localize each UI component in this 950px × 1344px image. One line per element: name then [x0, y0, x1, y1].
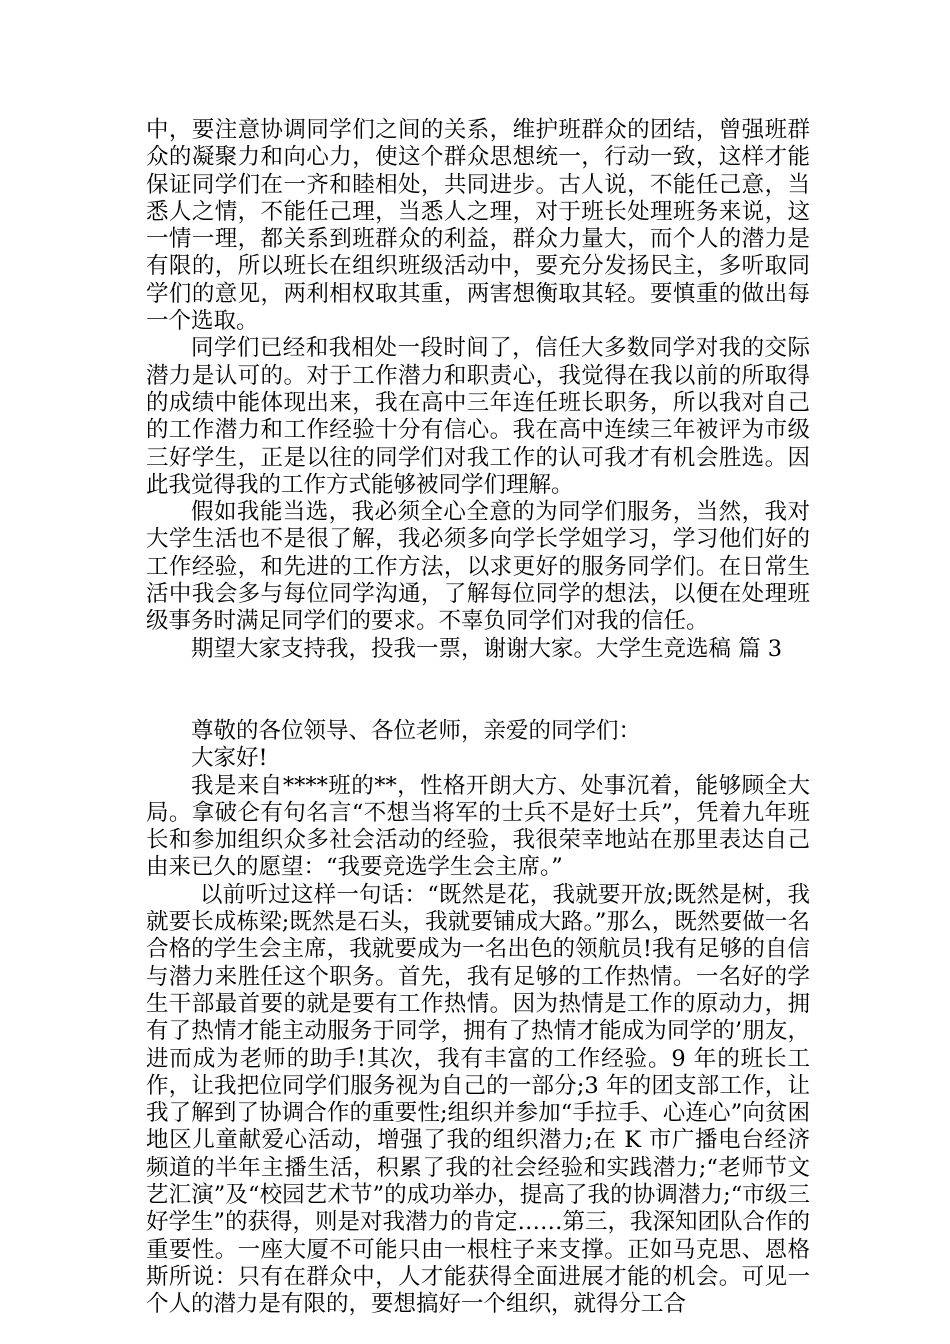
paragraph-5: 我是来自****班的**，性格开朗大方、处事沉着，能够顾全大局。拿破仑有句名言“不想当将军的士兵不是好士兵”，凭着九年班长和参加组织众多社会活动的经验，我很荣幸地站在那里表达自己由来已久的愿望：“我要竞选学生会主席。” [146, 772, 810, 881]
paragraph-2: 同学们已经和我相处一段时间了，信任大多数同学对我的交际潜力是认可的。对于工作潜力和职责心，我觉得在我以前的所取得的成绩中能体现出来，我在高中三年连任班长职务，所以我对自己的工作潜力和工作经验十分有信心。我在高中连续三年被评为市级三好学生，正是以往的同学们对我工作的认可我才有机会胜选。因此我觉得我的工作方式能够被同学们理解。 [146, 335, 810, 498]
salutation: 尊敬的各位领导、各位老师，亲爱的同学们： [191, 717, 642, 744]
document-page [146, 117, 810, 1318]
greeting: 大家好! [191, 745, 268, 772]
paragraph-6: 以前听过这样一句话：“既然是花，我就要开放;既然是树，我就要长成栋梁;既然是石头，我就要铺成大路。”那么，既然要做一名合格的学生会主席，我就要成为一名出色的领航员!我有足够的自信与潜力来胜任这个职务。首先，我有足够的工作热情。一名好的学生干部最首要的就是要有工作热情。因为热情是工作的原动力，拥有了热情才能主动服务于同学，拥有了热情才能成为同学的’朋友，进而成为老师的助手!其次，我有丰富的工作经验。9 年的班长工作，让我把位同学们服务视为自己的一部分;3 年的团支部工作，让我了解到了协调合作的重要性;组织并参加“手拉手、心连心”向贫困地区儿童献爱心活动，增强了我的组织潜力;在 K 市广播电台经济频道的半年主播生活，积累了我的社会经验和实践潜力;“老师节文艺汇演”及“校园艺术节”的成功举办，提高了我的协调潜力;“市级三好学生”的获得，则是对我潜力的肯定……第三，我深知团队合作的重要性。一座大厦不可能只由一根柱子来支撑。正如马克思、恩格斯所说：只有在群众中，人才能获得全面进展才能的机会。可见一个人的潜力是有限的，要想搞好一个组织，就得分工合 [146, 881, 811, 1318]
paragraph-1: 中，要注意协调同学们之间的关系，维护班群众的团结，曾强班群众的凝聚力和向心力，使这个群众思想统一，行动一致，这样才能保证同学们在一齐和睦相处，共同进步。古人说，不能任己意，当悉人之情，不能任己理，当悉人之理，对于班长处理班务来说，这一情一理，都关系到班群众的利益，群众力量大，而个人的潜力是有限的，所以班长在组织班级活动中，要充分发扬民主，多听取同学们的意见，两利相权取其重，两害想衡取其轻。要慎重的做出每一个选取。 [146, 117, 810, 335]
paragraph-4-heading: 期望大家支持我，投我一票，谢谢大家。大学生竞选稿 篇 3 [191, 635, 783, 662]
section-gap [146, 663, 810, 718]
paragraph-3: 假如我能当选，我必须全心全意的为同学们服务，当然，我对大学生活也不是很了解，我必须多向学长学姐学习，学习他们好的工作经验，和先进的工作方法，以求更好的服务同学们。在日常生活中我会多与每位同学沟通，了解每位同学的想法，以便在处理班级事务时满足同学们的要求。不辜负同学们对我的信任。 [146, 499, 810, 635]
